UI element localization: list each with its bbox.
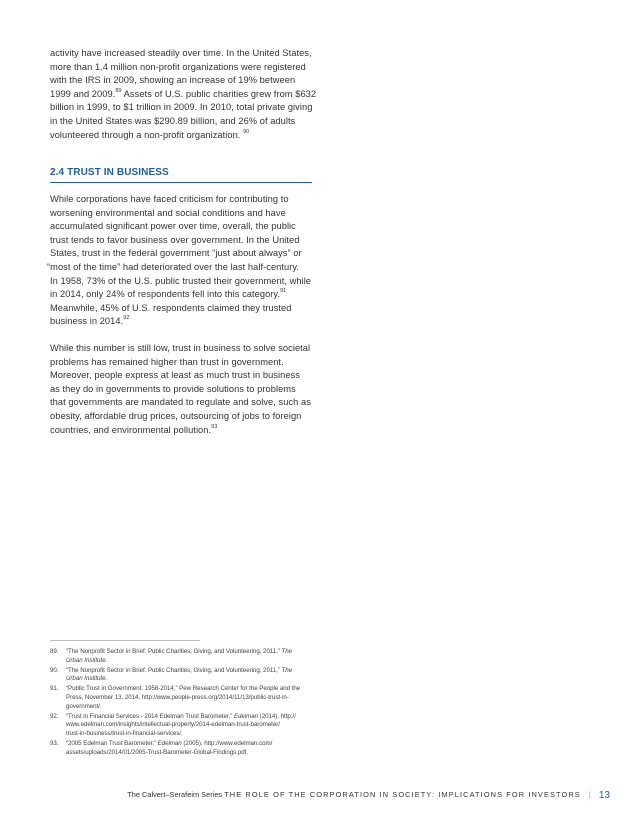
footnote-source: The xyxy=(281,648,293,655)
footnote-text: “The Nonprofit Sector in Brief: Public Charities, Giving, and Volunteering, 2011,” xyxy=(66,648,282,655)
text-line: worsening environmental and social conditions and have xyxy=(50,207,286,218)
text-segment: 1999 and 2009. xyxy=(50,88,116,99)
body-paragraph-2 xyxy=(47,193,312,329)
text-line: States, trust in the federal government “just about always” or xyxy=(50,248,302,259)
footnote-93 xyxy=(50,740,320,757)
text-line xyxy=(50,87,317,102)
text-segment: volunteered through a non-profit organization. xyxy=(50,129,244,140)
text-line: activity have increased steadily over time. In the United States, xyxy=(50,48,312,58)
text-segment: countries, and environmental pollution. xyxy=(50,424,212,435)
footnote-91 xyxy=(50,685,320,711)
footnote-source: The xyxy=(281,666,293,674)
body-paragraph-1 xyxy=(50,47,317,142)
footnote-ref-89[interactable]: 89 xyxy=(115,87,122,94)
text-segment: in 2014, only 24% of respondents fell into this category. xyxy=(50,289,281,300)
text-line: more than 1.4 million non-profit organizations were registered xyxy=(50,61,306,72)
footnote-ref-91[interactable]: 91 xyxy=(280,288,287,295)
footnote-line xyxy=(66,713,320,722)
footnote-92 xyxy=(50,713,320,739)
footnote-ref-92[interactable]: 92 xyxy=(123,315,130,322)
footnote-source: Urban Institute. xyxy=(66,656,108,664)
text-line xyxy=(50,424,312,438)
footnote-divider xyxy=(50,640,200,641)
footnote-number: 92. xyxy=(50,712,59,720)
text-line: as they do in governments to provide solutions to problems xyxy=(50,383,296,394)
section-heading: 2.4 TRUST IN BUSINESS xyxy=(50,167,312,183)
footnote-text: “Trust in Financial Services - 2014 Edelman Trust Barometer,” xyxy=(66,712,234,720)
footnote-90 xyxy=(50,667,320,684)
page-number: 13 xyxy=(598,790,610,801)
footnote-ref-93[interactable]: 93 xyxy=(211,423,218,430)
footnote-link[interactable]: trust-in-business/trust-in-financial-services/. xyxy=(66,729,183,737)
text-line: accumulated significant power over time, overall, the public xyxy=(50,221,296,232)
text-segment: Assets of U.S. public charities grew from $632 xyxy=(121,88,317,99)
text-line: that governments are mandated to regulate and solve, such as xyxy=(50,397,311,408)
text-line xyxy=(50,315,312,329)
body-paragraph-3 xyxy=(50,342,312,437)
footnote-link[interactable]: www.edelman.com/insights/intellectual-property/2014-edelman-trust-barometer/ xyxy=(66,721,280,729)
footnote-source: Edelman xyxy=(157,739,182,747)
text-line xyxy=(50,288,312,302)
text-line: trust tends to favor business over government. In the United xyxy=(50,234,300,245)
footnote-link[interactable]: (2014), http:// xyxy=(258,712,296,720)
footnote-line xyxy=(66,740,320,749)
footnote-text: “The Nonprofit Sector in Brief: Public Charities, Giving, and Volunteering, 2011,” xyxy=(66,666,282,674)
text-line: “most of the time” had deteriorated over the last half-century. xyxy=(47,261,300,272)
text-line: problems has remained higher than trust in government. xyxy=(50,356,284,367)
text-line: in the United States was $290.89 billion, and 26% of adults xyxy=(50,115,296,126)
footnote-ref-90[interactable]: 90 xyxy=(243,128,250,135)
footnote-link[interactable]: Press, November 13, 2014, http://www.people-press.org/2014/11/13/public-trust-in- xyxy=(66,693,289,701)
footnote-text: “2005 Edelman Trust Barometer,” xyxy=(66,739,158,747)
footnote-link[interactable]: government/. xyxy=(66,702,102,710)
footnote-line xyxy=(66,667,320,676)
footnotes-list xyxy=(50,648,320,759)
text-segment: business in 2014. xyxy=(50,316,124,327)
footnote-number: 89. xyxy=(50,648,59,655)
footer-separator: | xyxy=(588,790,591,799)
footnote-link[interactable]: assets/uploads/2014/01/2005-Trust-Barometer-Global-Findings.pdf. xyxy=(66,748,248,756)
footnote-link[interactable]: (2005), http://www.edelman.com/ xyxy=(181,739,273,747)
text-line: In 1958, 73% of the U.S. public trusted their government, while xyxy=(50,275,312,286)
text-line: While this number is still low, trust in business to solve societal xyxy=(50,343,311,353)
footnote-number: 91. xyxy=(50,685,59,693)
text-line: While corporations have faced criticism for contributing to xyxy=(50,194,289,204)
footnote-line xyxy=(66,648,320,657)
text-line: Moreover, people express at least as much trust in business xyxy=(50,370,300,381)
footnote-source: Urban Institute. xyxy=(66,675,108,683)
footnote-source: Edelman xyxy=(233,712,259,720)
footnote-89 xyxy=(50,648,320,665)
series-name: The Calvert–Serafeim Series xyxy=(127,790,223,799)
publication-title: THE ROLE OF THE CORPORATION IN SOCIETY: IMPLICATIONS FOR INVESTORS xyxy=(224,790,581,799)
text-line: billion in 1999, to $1 trillion in 2009. In 2010, total private giving xyxy=(50,102,313,113)
text-line: Meanwhile, 45% of U.S. respondents claimed they trusted xyxy=(50,302,292,313)
footnote-number: 90. xyxy=(50,666,59,674)
text-line xyxy=(50,129,312,143)
page-footer xyxy=(127,790,610,801)
footnote-number: 93. xyxy=(50,739,59,747)
footnote-line: “Public Trust in Government: 1958-2014,” Pew Research Center for the People and the xyxy=(66,685,301,693)
text-line: with the IRS in 2009, showing an increase of 19% between xyxy=(50,75,296,86)
text-line: obesity, affordable drug prices, outsourcing of jobs to foreign xyxy=(50,410,302,421)
